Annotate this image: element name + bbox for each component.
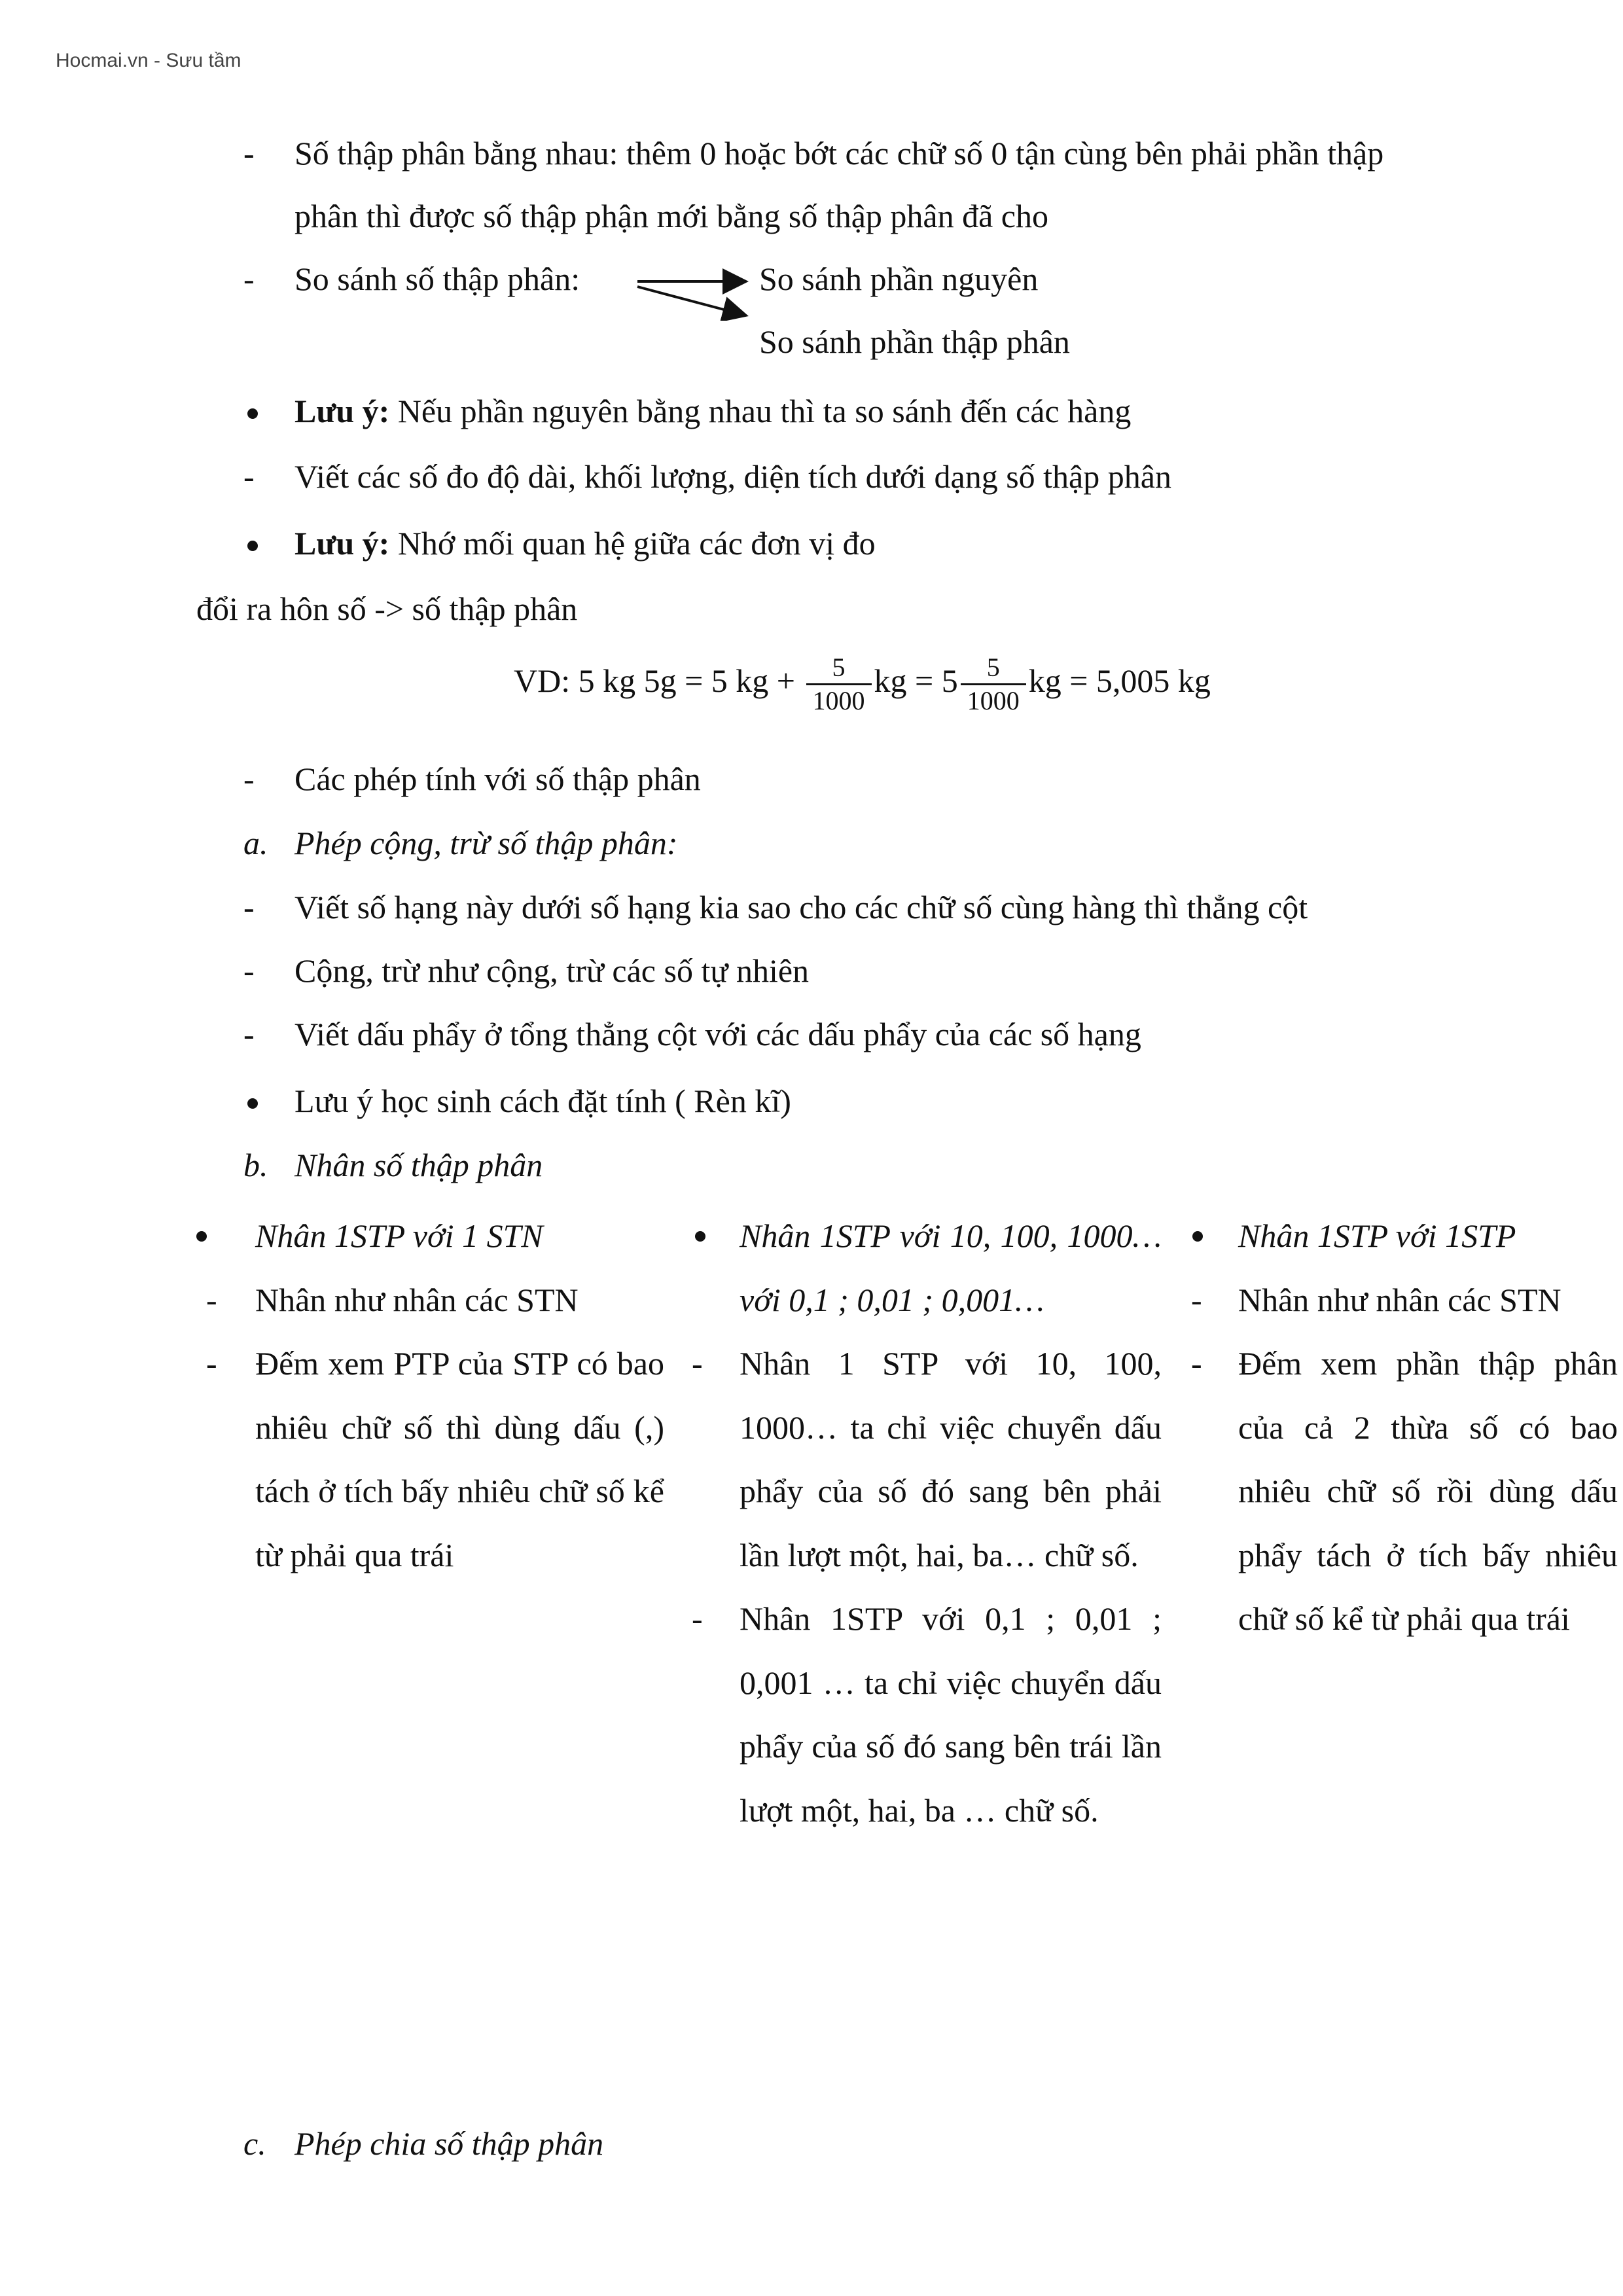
compare-arrows <box>635 268 753 321</box>
bullet-marker <box>247 1098 258 1109</box>
column-3-point-2: Đếm xem phần thập phân của cả 2 thừa số có bao nhiêu chữ số rồi dùng dấu phẩy tách ở tích bấy nhiêu chữ số kể từ phải qua trái <box>1238 1345 1618 1637</box>
column-1-point-1: Nhân như nhân các STN <box>255 1281 579 1318</box>
mixed-number-hint: đổi ra hôn số -> số thập phân <box>196 590 578 627</box>
column-3-point-1: Nhân như nhân các STN <box>1238 1281 1561 1318</box>
dash-marker: - <box>1191 1281 1202 1318</box>
add-rule-2: Cộng, trừ như cộng, trừ các số tự nhiên <box>294 952 810 989</box>
fraction: $\frac{5}{1000}$ <box>961 652 1026 717</box>
note-integer-equal: Lưu ý: Nếu phần nguyên bằng nhau thì ta so sánh đến các hàng <box>294 393 1132 429</box>
source-header: Hocmai.vn - Sưu tầm <box>56 50 241 71</box>
column-2-point-2: Nhân 1STP với 0,1 ; 0,01 ; 0,001 … ta chỉ việc chuyển dấu phẩy của số đó sang bên trái lần lượt một, hai, ba … chữ số. <box>740 1600 1162 1829</box>
measure-as-decimal: Viết các số đo độ dài, khối lượng, diện tích dưới dạng số thập phân <box>294 458 1171 495</box>
decimal-equal-rule: Số thập phân bằng nhau: thêm 0 hoặc bớt các chữ số 0 tận cùng bên phải phần thập <box>294 135 1384 171</box>
section-b-label: b. <box>243 1147 268 1183</box>
section-b-title: Nhân số thập phân <box>294 1147 543 1183</box>
column-2-point-1: Nhân 1 STP với 10, 100, 1000… ta chỉ việc chuyển dấu phẩy của số đó sang bên phải lần lượt một, hai, ba… chữ số. <box>740 1345 1162 1573</box>
dash-marker: - <box>1191 1345 1202 1382</box>
column-1-heading: Nhân 1STP với 1 STN <box>255 1217 543 1254</box>
column-1-point-2: Đếm xem PTP của STP có bao nhiêu chữ số thì dùng dấu (,) tách ở tích bấy nhiêu chữ số kể từ phải qua trái <box>255 1345 664 1573</box>
dash-marker: - <box>243 260 255 297</box>
compare-label: So sánh số thập phân: <box>294 260 580 297</box>
dash-marker: - <box>243 135 255 171</box>
fraction: $\frac{5}{1000}$ <box>806 652 872 717</box>
example-equation: VD: 5 kg 5g = 5 kg + $\frac{5}{1000}$ kg = 5 $\frac{5}{1000}$ kg = 5,005 kg <box>514 653 1211 716</box>
decimal-equal-rule-cont: phân thì được số thập phận mới bằng số thập phân đã cho <box>294 198 1048 234</box>
bullet-marker <box>695 1231 705 1242</box>
dash-marker: - <box>243 952 255 989</box>
section-c-title: Phép chia số thập phân <box>294 2125 604 2162</box>
dash-marker: - <box>206 1281 217 1318</box>
column-1 <box>206 1204 664 1587</box>
dash-marker: - <box>243 889 255 925</box>
section-a-title: Phép cộng, trừ số thập phân: <box>294 825 678 861</box>
bullet-marker <box>247 408 258 419</box>
dash-marker: - <box>243 1016 255 1052</box>
bullet-marker <box>196 1231 207 1242</box>
dash-marker: - <box>243 458 255 495</box>
section-c-label: c. <box>243 2125 266 2162</box>
dash-marker: - <box>692 1345 703 1382</box>
add-rule-1: Viết số hạng này dưới số hạng kia sao cho các chữ số cùng hàng thì thẳng cột <box>294 889 1308 925</box>
compare-branch-decimal: So sánh phần thập phân <box>759 323 1070 360</box>
compare-branch-integer: So sánh phần nguyên <box>759 260 1039 297</box>
column-2 <box>692 1204 1162 1842</box>
column-3 <box>1191 1204 1618 1651</box>
dash-marker: - <box>206 1345 217 1382</box>
section-a-label: a. <box>243 825 268 861</box>
add-note: Lưu ý học sinh cách đặt tính ( Rèn kĩ) <box>294 1083 791 1119</box>
dash-marker: - <box>243 761 255 797</box>
bullet-marker <box>247 541 258 551</box>
column-2-heading: Nhân 1STP với 10, 100, 1000… với 0,1 ; 0,01 ; 0,001… <box>740 1217 1162 1318</box>
add-rule-3: Viết dấu phẩy ở tổng thẳng cột với các dấu phẩy của các số hạng <box>294 1016 1141 1052</box>
dash-marker: - <box>692 1600 703 1637</box>
decimal-operations: Các phép tính với số thập phân <box>294 761 701 797</box>
column-3-heading: Nhân 1STP với 1STP <box>1238 1217 1516 1254</box>
bullet-marker <box>1192 1231 1203 1242</box>
note-unit-relations: Lưu ý: Nhớ mối quan hệ giữa các đơn vị đo <box>294 525 876 562</box>
